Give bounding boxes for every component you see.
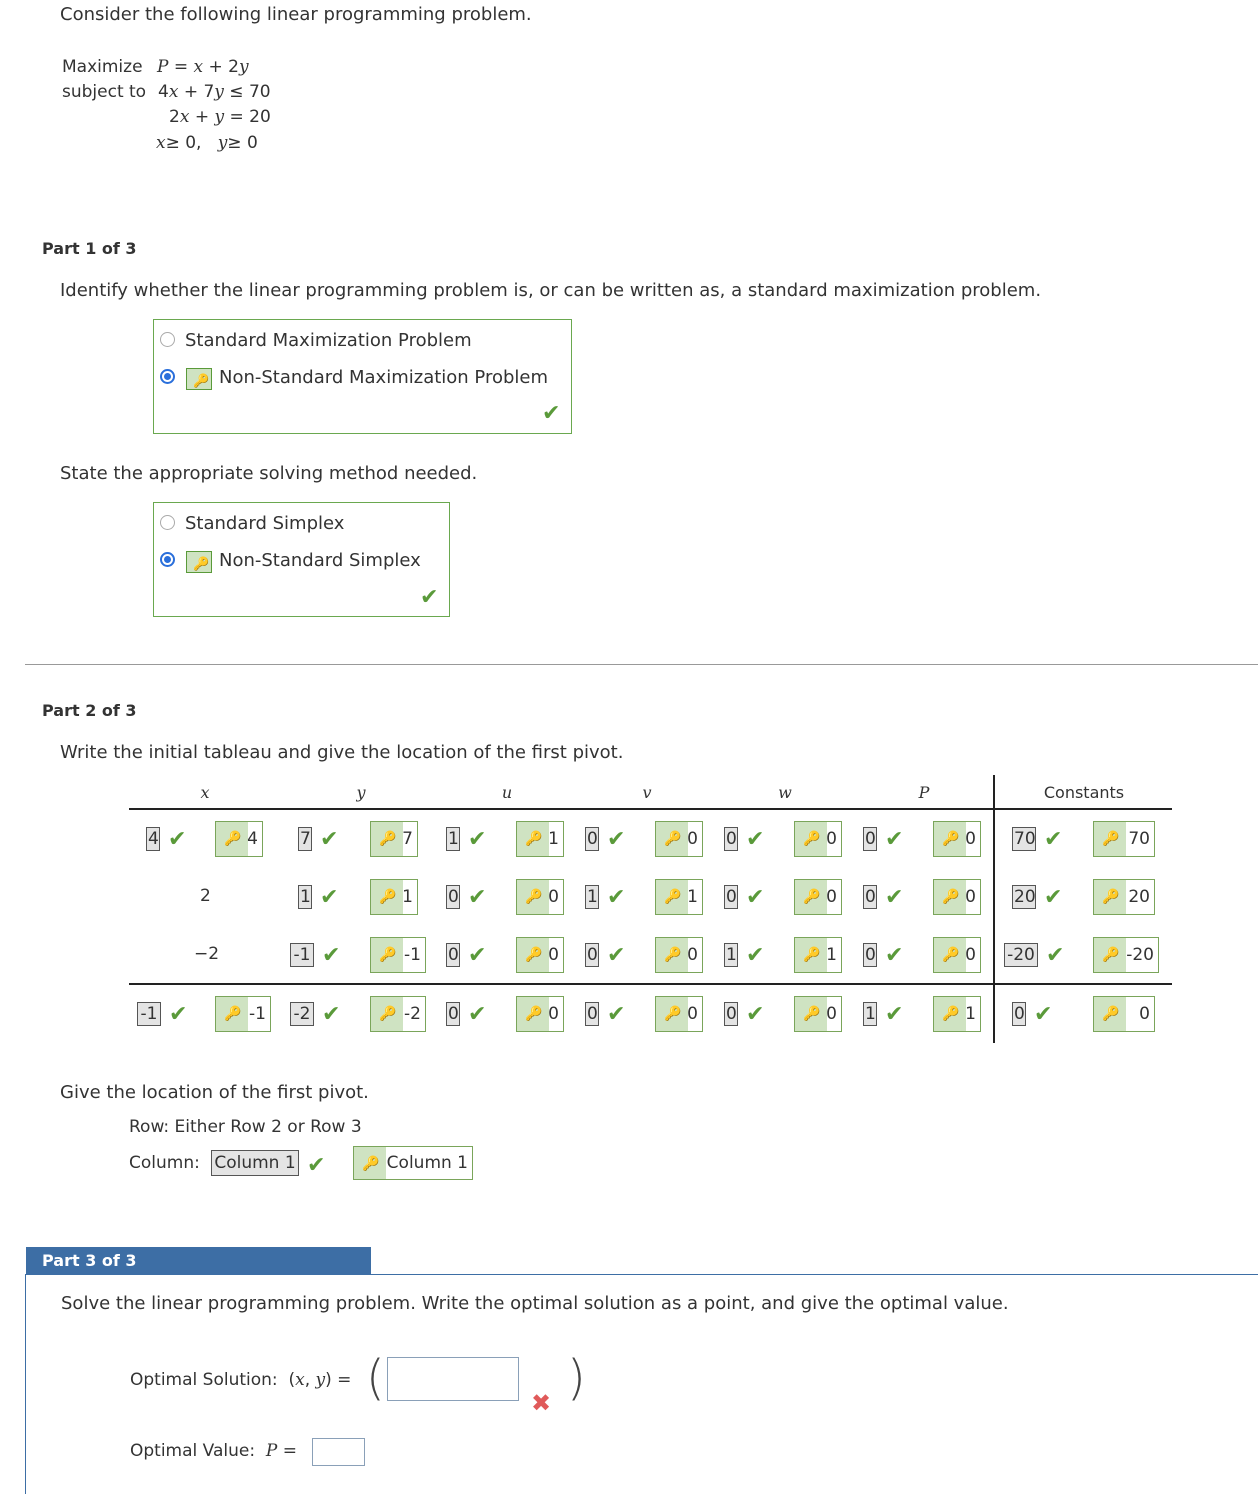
tableau-key-entry (794, 879, 842, 915)
tableau-key-value: 0 (826, 1004, 837, 1024)
tableau-key-entry (516, 821, 564, 857)
answer-key-icon: 🔑 (379, 889, 397, 905)
tableau-student-entry: 70 (1014, 829, 1036, 849)
tableau-key-value: 1 (965, 1004, 976, 1024)
optimal-solution-label: Optimal Solution: (x, y) = (130, 1370, 352, 1390)
answer-key-icon: 🔑 (379, 947, 397, 963)
correct-check-icon: ✔ (885, 943, 904, 968)
answer-key-icon: 🔑 (664, 947, 682, 963)
tableau-fixed-value: −2 (194, 944, 220, 964)
tableau-key-value: -1 (249, 1004, 266, 1024)
answer-key-icon: 🔑 (1102, 831, 1120, 847)
answer-key-icon: 🔑 (803, 1006, 821, 1022)
answer-key-icon: 🔑 (664, 831, 682, 847)
tableau-student-entry: 1 (865, 1004, 876, 1024)
tableau-key-entry (516, 879, 564, 915)
tableau-header-constants: Constants (1043, 783, 1125, 802)
answer-key-icon: 🔑 (379, 1006, 397, 1022)
tableau-key-value: 1 (826, 945, 837, 965)
tableau-key-entry (1093, 996, 1155, 1032)
q2-option-nonstandard: Non-Standard Simplex (219, 550, 421, 571)
tableau-objective-line (129, 983, 1172, 985)
q1-option-nonstandard: Non-Standard Maximization Problem (219, 367, 549, 388)
left-paren: ( (366, 1350, 385, 1406)
tableau-student-entry: 0 (865, 829, 876, 849)
correct-check-icon: ✔ (746, 885, 765, 910)
tableau-student-entry: 0 (726, 887, 737, 907)
correct-check-icon: ✔ (1044, 827, 1063, 852)
maximize-label: Maximize (62, 57, 143, 77)
tableau-key-value: 7 (402, 829, 413, 849)
tableau-key-value: 4 (247, 829, 258, 849)
part1-title: Part 1 of 3 (42, 239, 137, 258)
answer-key-icon: 🔑 (1102, 947, 1120, 963)
subject-to-label: subject to (62, 82, 147, 102)
tableau-key-value: 1 (402, 887, 413, 907)
answer-key-icon: 🔑 (942, 889, 960, 905)
correct-check-icon: ✔ (607, 1002, 626, 1027)
tableau-key-entry (933, 937, 981, 973)
tableau-key-entry (655, 821, 703, 857)
answer-key-icon: 🔑 (942, 1006, 960, 1022)
tableau-key-entry (655, 937, 703, 973)
answer-key-icon: 🔑 (803, 889, 821, 905)
correct-check-icon: ✔ (320, 885, 339, 910)
tableau-student-entry: 1 (448, 829, 459, 849)
tableau-student-entry: -2 (290, 1002, 314, 1026)
tableau-student-entry: 0 (726, 829, 737, 849)
tableau-header-y: y (356, 783, 366, 802)
correct-check-icon: ✔ (1044, 885, 1063, 910)
part3-left-border (25, 1274, 26, 1494)
tableau-key-value: -1 (404, 945, 421, 965)
part3-title: Part 3 of 3 (42, 1251, 137, 1270)
constraint-1: 4x + 7y ≤ 70 (158, 82, 271, 102)
correct-check-icon: ✔ (322, 943, 341, 968)
tableau-student-entry: 0 (448, 1004, 459, 1024)
tableau-key-value: 0 (965, 829, 976, 849)
tableau-key-value: 70 (1128, 829, 1150, 849)
answer-key-icon: 🔑 (1102, 1006, 1120, 1022)
tableau-header-line (129, 808, 1172, 810)
answer-key-icon: 🔑 (525, 947, 543, 963)
part1-question1: Identify whether the linear programming problem is, or can be written as, a standard maximization problem. (60, 280, 1042, 301)
answer-key-icon: 🔑 (379, 831, 397, 847)
tableau-key-entry (215, 996, 271, 1032)
correct-check-icon: ✔ (607, 885, 626, 910)
part2-question: Write the initial tableau and give the location of the first pivot. (60, 742, 624, 763)
tableau-student-entry: -1 (290, 943, 314, 967)
answer-key-icon: 🔑 (942, 947, 960, 963)
optimal-value-label: Optimal Value: P = (130, 1441, 297, 1461)
tableau-key-value: 0 (1139, 1004, 1150, 1024)
correct-check-icon: ✔ (542, 401, 561, 426)
tableau-key-value: 0 (687, 945, 698, 965)
tableau-key-entry (516, 937, 564, 973)
tableau-key-value: 0 (687, 1004, 698, 1024)
tableau-key-value: 20 (1128, 887, 1150, 907)
correct-check-icon: ✔ (746, 827, 765, 852)
correct-check-icon: ✔ (169, 1002, 188, 1027)
answer-key-icon: 🔑 (224, 1006, 242, 1022)
constraint-2: 2x + y = 20 (169, 107, 271, 127)
answer-key-icon: 🔑 (525, 889, 543, 905)
tableau-key-value: 0 (687, 829, 698, 849)
divider (25, 664, 1258, 665)
correct-check-icon: ✔ (746, 943, 765, 968)
answer-key-icon: 🔑 (186, 551, 212, 573)
tableau-header-w: w (778, 783, 792, 802)
pivot-column-label: Column: (129, 1153, 200, 1173)
tableau-key-value: 0 (965, 887, 976, 907)
optimal-solution-input[interactable] (387, 1357, 519, 1401)
tableau-student-entry: 4 (148, 829, 159, 849)
part3-question: Solve the linear programming problem. Write the optimal solution as a point, and give the optimal value. (61, 1293, 1009, 1314)
q1-radio-standard[interactable] (160, 332, 175, 347)
incorrect-x-icon: ✖ (531, 1389, 552, 1417)
tableau-student-entry: 0 (1014, 1004, 1025, 1024)
tableau-student-entry: 0 (587, 945, 598, 965)
correct-check-icon: ✔ (168, 827, 187, 852)
part2-title: Part 2 of 3 (42, 701, 137, 720)
tableau-student-entry: 1 (587, 887, 598, 907)
correct-check-icon: ✔ (468, 1002, 487, 1027)
answer-key-icon: 🔑 (525, 831, 543, 847)
right-paren: ) (567, 1350, 586, 1406)
tableau-student-entry: 0 (865, 945, 876, 965)
tableau-key-value: 1 (548, 829, 559, 849)
answer-key-icon: 🔑 (664, 1006, 682, 1022)
tableau-key-entry (933, 879, 981, 915)
tableau-student-entry: -20 (1004, 943, 1038, 967)
tableau-key-value: -2 (404, 1004, 421, 1024)
tableau-key-value: 0 (826, 829, 837, 849)
answer-key-icon: 🔑 (803, 831, 821, 847)
correct-check-icon: ✔ (607, 943, 626, 968)
tableau-key-entry (794, 937, 842, 973)
answer-key-icon: 🔑 (186, 368, 212, 390)
tableau-key-value: 0 (548, 945, 559, 965)
pivot-prompt: Give the location of the first pivot. (60, 1082, 369, 1103)
tableau-key-entry (794, 996, 842, 1032)
part1-question2: State the appropriate solving method needed. (60, 463, 478, 484)
answer-key-icon: 🔑 (1102, 889, 1120, 905)
q2-radio-nonstandard[interactable] (160, 552, 175, 567)
tableau-student-entry: 0 (587, 1004, 598, 1024)
tableau-key-entry (1093, 879, 1155, 915)
correct-check-icon: ✔ (468, 827, 487, 852)
constraint-nonneg: x≥ 0, y≥ 0 (156, 133, 258, 153)
answer-key-icon: 🔑 (224, 831, 242, 847)
tableau-header-u: u (501, 783, 513, 802)
tableau-key-entry (933, 996, 981, 1032)
tableau-student-entry: 0 (865, 887, 876, 907)
q2-radio-standard[interactable] (160, 515, 175, 530)
tableau-key-entry (1093, 821, 1155, 857)
tableau-student-entry: 20 (1014, 887, 1036, 907)
q1-radio-nonstandard[interactable] (160, 369, 175, 384)
answer-key-icon: 🔑 (942, 831, 960, 847)
tableau-key-value: 0 (548, 1004, 559, 1024)
tableau-key-value: 0 (826, 887, 837, 907)
objective: P = x + 2y (157, 57, 249, 77)
correct-check-icon: ✔ (468, 885, 487, 910)
correct-check-icon: ✔ (746, 1002, 765, 1027)
tableau-constants-divider (993, 775, 995, 1043)
optimal-value-input[interactable] (312, 1438, 365, 1466)
tableau-key-entry (1093, 937, 1159, 973)
intro-text: Consider the following linear programming problem. (60, 4, 532, 25)
tableau-key-entry (370, 937, 426, 973)
correct-check-icon: ✔ (320, 827, 339, 852)
tableau-key-entry (215, 821, 263, 857)
part3-top-border (26, 1274, 1258, 1275)
tableau-student-entry: 0 (448, 945, 459, 965)
correct-check-icon: ✔ (885, 885, 904, 910)
tableau-key-entry (655, 879, 703, 915)
tableau-fixed-value: 2 (200, 886, 211, 906)
correct-check-icon: ✔ (420, 585, 439, 610)
answer-key-icon: 🔑 (664, 889, 682, 905)
tableau-key-entry (794, 821, 842, 857)
correct-check-icon: ✔ (307, 1153, 326, 1178)
correct-check-icon: ✔ (1046, 943, 1065, 968)
correct-check-icon: ✔ (607, 827, 626, 852)
tableau-key-value: -20 (1126, 945, 1154, 965)
tableau-student-entry: 1 (726, 945, 737, 965)
correct-check-icon: ✔ (322, 1002, 341, 1027)
tableau-student-entry: 7 (300, 829, 311, 849)
tableau-key-value: 0 (548, 887, 559, 907)
tableau-key-entry (655, 996, 703, 1032)
tableau-key-value: 1 (687, 887, 698, 907)
q2-option-standard: Standard Simplex (185, 513, 345, 534)
pivot-column-key-answer: 🔑 Column 1 (353, 1146, 473, 1180)
tableau-key-entry (370, 996, 426, 1032)
tableau-student-entry: 0 (726, 1004, 737, 1024)
correct-check-icon: ✔ (468, 943, 487, 968)
tableau-key-entry (933, 821, 981, 857)
tableau-header-P: P (918, 783, 930, 802)
tableau-key-entry (370, 821, 418, 857)
pivot-row-label: Row: Either Row 2 or Row 3 (129, 1117, 362, 1137)
correct-check-icon: ✔ (1034, 1002, 1053, 1027)
tableau-key-entry (516, 996, 564, 1032)
tableau-key-value: 0 (965, 945, 976, 965)
tableau-header-v: v (642, 783, 652, 802)
answer-key-icon: 🔑 (803, 947, 821, 963)
tableau-student-entry: 1 (300, 887, 311, 907)
answer-key-icon: 🔑 (525, 1006, 543, 1022)
correct-check-icon: ✔ (885, 827, 904, 852)
tableau-student-entry: 0 (448, 887, 459, 907)
q1-option-standard: Standard Maximization Problem (185, 330, 472, 351)
correct-check-icon: ✔ (885, 1002, 904, 1027)
tableau-student-entry: 0 (587, 829, 598, 849)
pivot-column-student-answer: Column 1 (211, 1150, 299, 1176)
tableau-student-entry: -1 (137, 1002, 161, 1026)
tableau-header-x: x (200, 783, 210, 802)
tableau-key-entry (370, 879, 418, 915)
